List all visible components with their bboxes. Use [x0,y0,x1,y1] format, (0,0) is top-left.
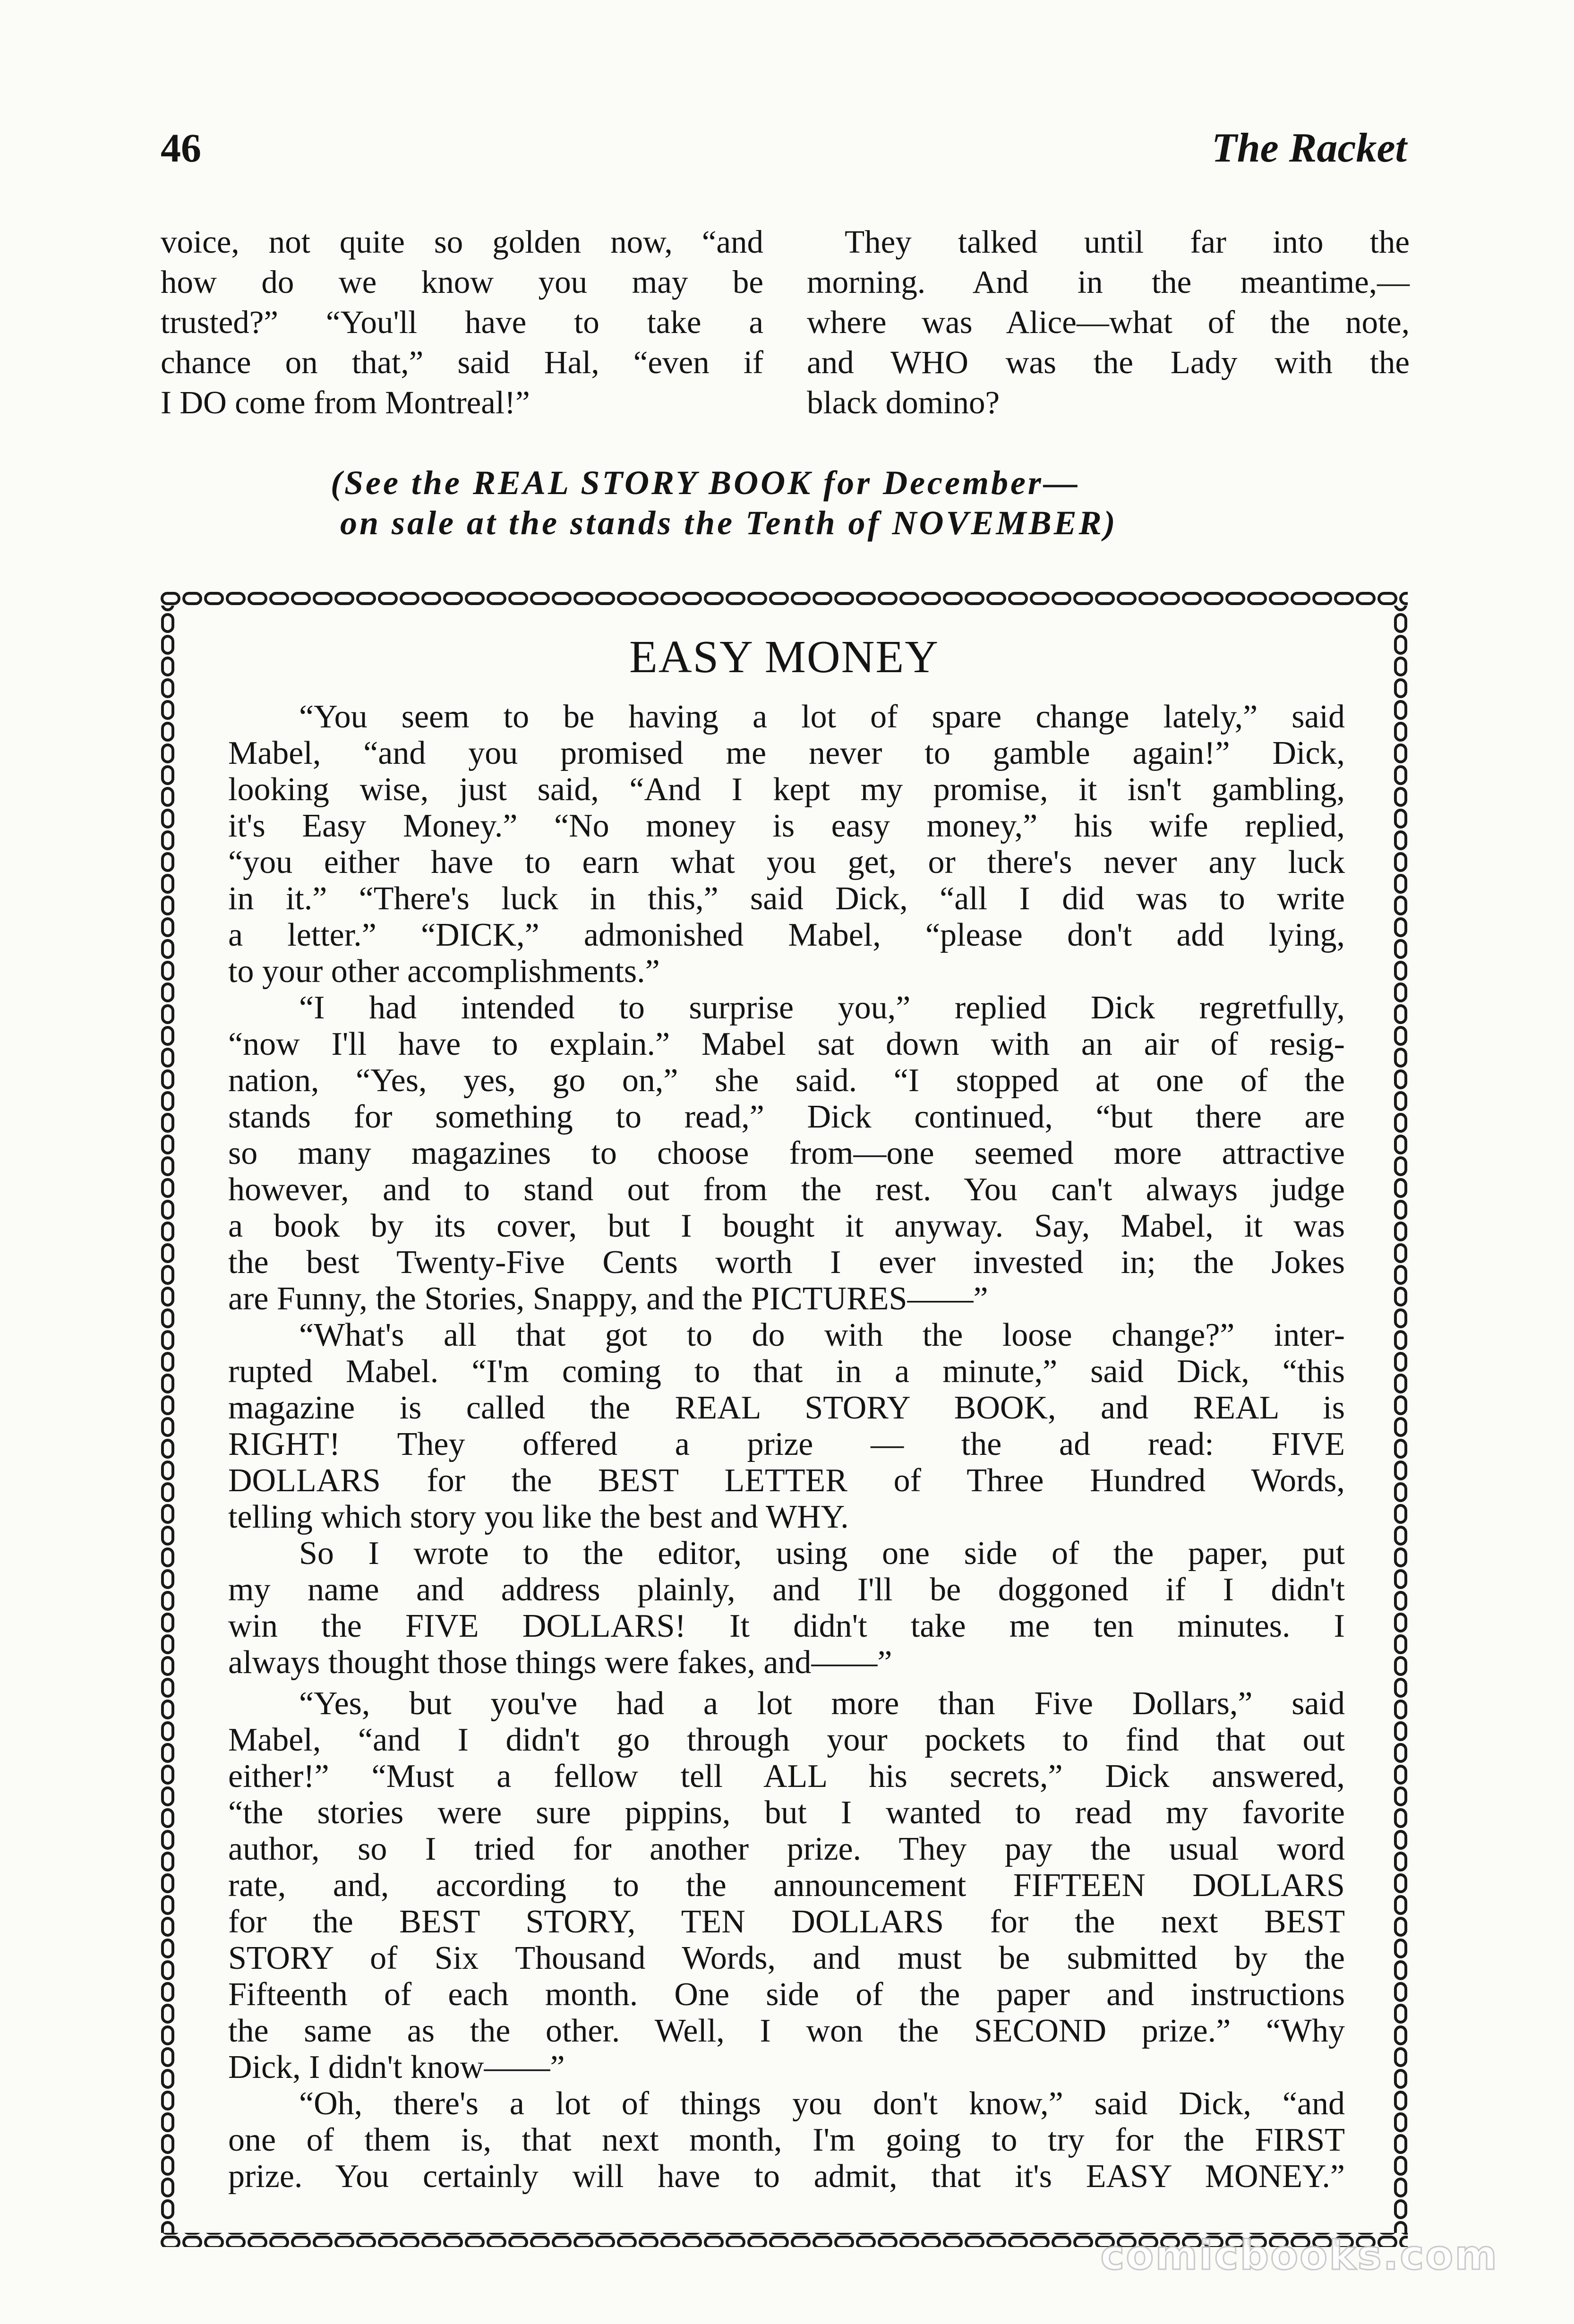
teaser-line: (See the REAL STORY BOOK for December— [331,464,1080,502]
text-line: so many magazines to choose from—one seemed more attractive [228,1135,1345,1171]
text-line: STORY of Six Thousand Words, and must be submitted by the [228,1940,1345,1976]
text-line: Dick, I didn't know——” [228,2049,565,2085]
text-line: always thought those things were fakes, and——” [228,1644,892,1681]
chain-border-left [161,606,175,2233]
text-line: “What's all that got to do with the loose change?” inter- [299,1317,1345,1353]
teaser-line: on sale at the stands the Tenth of NOVEMBER) [340,504,1118,542]
page-number: 46 [161,125,201,171]
text-line: either!” “Must a fellow tell ALL his secrets,” Dick answered, [228,1758,1345,1794]
text-line: author, so I tried for another prize. They pay the usual word [228,1831,1345,1867]
site-watermark: comicbooks.com [1100,2232,1498,2279]
text-line: looking wise, just said, “And I kept my promise, it isn't gambling, [228,771,1345,808]
text-line: chance on that,” said Hal, “even if [161,344,763,380]
text-line: magazine is called the REAL STORY BOOK, and REAL is [228,1390,1345,1426]
text-line: win the FIVE DOLLARS! It didn't take me ten minutes. I [228,1608,1345,1644]
text-line: how do we know you may be [161,264,763,300]
text-line: it's Easy Money.” “No money is easy money,” his wife replied, [228,808,1345,844]
chain-border-top [161,591,1408,606]
text-line: nation, “Yes, yes, go on,” she said. “I stopped at one of the [228,1062,1345,1099]
text-line: trusted?” “You'll have to take a [161,304,763,340]
text-line: one of them is, that next month, I'm going to try for the FIRST [228,2122,1345,2158]
text-line: in it.” “There's luck in this,” said Dick, “all I did was to write [228,880,1345,917]
next-issue-teaser [331,462,1275,542]
chain-border-right [1394,606,1408,2233]
text-line: “now I'll have to explain.” Mabel sat down with an air of resig- [228,1026,1345,1062]
text-line: DOLLARS for the BEST LETTER of Three Hundred Words, [228,1462,1345,1499]
text-line: where was Alice—what of the note, [807,304,1410,340]
box-story-text [228,699,1345,2195]
story-column-right [807,222,1410,423]
text-line: Fifteenth of each month. One side of the paper and instructions [228,1976,1345,2013]
text-line: to your other accomplishments.” [228,953,660,990]
text-line: voice, not quite so golden now, “and [161,224,763,260]
text-line: Mabel, “and I didn't go through your pockets to find that out [228,1722,1345,1758]
text-line: “I had intended to surprise you,” replied Dick regretfully, [299,990,1345,1026]
box-title: EASY MONEY [629,632,940,683]
text-line: “You seem to be having a lot of spare change lately,” said [299,699,1345,735]
text-line: I DO come from Montreal!” [161,384,530,420]
text-line: “you either have to earn what you get, or there's never any luck [228,844,1345,880]
text-line: telling which story you like the best and WHY. [228,1499,849,1535]
text-line: a letter.” “DICK,” admonished Mabel, “please don't add lying, [228,917,1345,953]
text-line: So I wrote to the editor, using one side of the paper, put [299,1535,1345,1572]
text-line: are Funny, the Stories, Snappy, and the PICTURES——” [228,1281,988,1317]
text-line: my name and address plainly, and I'll be doggoned if I didn't [228,1572,1345,1608]
story-column-left [161,222,763,423]
text-line: “Oh, there's a lot of things you don't know,” said Dick, “and [299,2085,1345,2122]
easy-money-box [161,591,1408,2247]
text-line: stands for something to read,” Dick continued, “but there are [228,1099,1345,1135]
text-line: rate, and, according to the announcement FIFTEEN DOLLARS [228,1867,1345,1904]
text-line: rupted Mabel. “I'm coming to that in a minute,” said Dick, “this [228,1353,1345,1390]
text-line: morning. And in the meantime,— [807,264,1410,300]
text-line: RIGHT! They offered a prize — the ad read: FIVE [228,1426,1345,1462]
text-line: and WHO was the Lady with the [807,344,1410,380]
text-line: prize. You certainly will have to admit, that it's EASY MONEY.” [228,2158,1345,2195]
running-head: The Racket [1211,125,1407,171]
text-line: Mabel, “and you promised me never to gamble again!” Dick, [228,735,1345,771]
text-line: the best Twenty-Five Cents worth I ever invested in; the Jokes [228,1244,1345,1281]
text-line: however, and to stand out from the rest. You can't always judge [228,1171,1345,1208]
text-line: They talked until far into the [845,224,1410,260]
text-line: black domino? [807,384,1000,420]
text-line: “the stories were sure pippins, but I wanted to read my favorite [228,1794,1345,1831]
text-line: “Yes, but you've had a lot more than Five Dollars,” said [299,1685,1345,1722]
text-line: the same as the other. Well, I won the SECOND prize.” “Why [228,2013,1345,2049]
text-line: a book by its cover, but I bought it anyway. Say, Mabel, it was [228,1208,1345,1244]
text-line: for the BEST STORY, TEN DOLLARS for the next BEST [228,1904,1345,1940]
